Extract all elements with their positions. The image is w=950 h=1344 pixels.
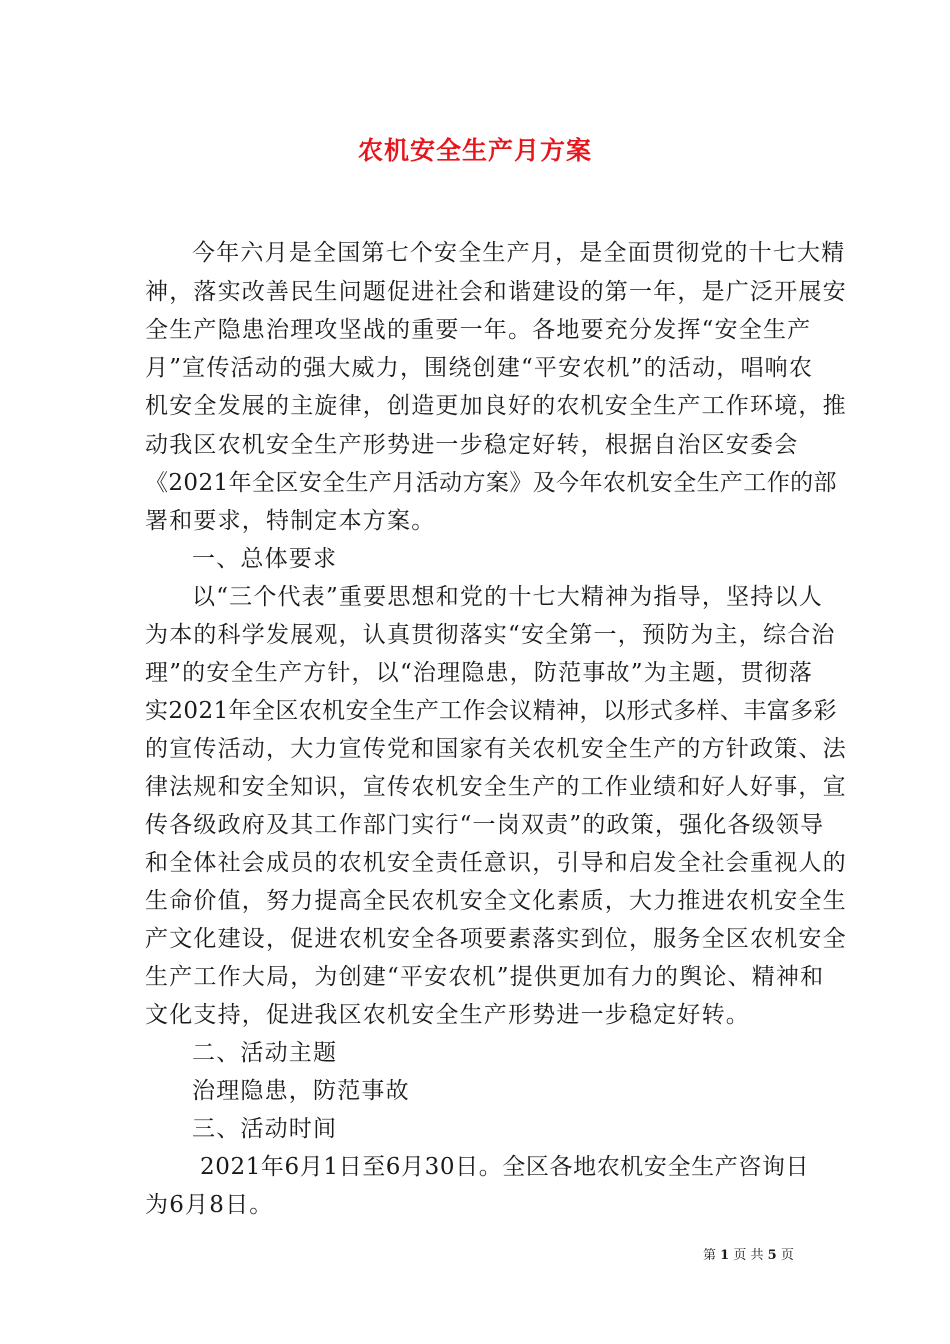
page-number bbox=[703, 1246, 794, 1266]
paragraph-line: 为6月8日。 bbox=[145, 1192, 274, 1218]
paragraph-line: 以“三个代表”重要思想和党的十七大精神为指导，坚持以人 bbox=[192, 584, 823, 610]
paragraph-line: 机安全发展的主旋律，创造更加良好的农机安全生产工作环境，推 bbox=[145, 393, 847, 419]
paragraph-line: 全生产隐患治理攻坚战的重要一年。各地要充分发挥“安全生产 bbox=[145, 317, 812, 343]
paragraph-line: 的宣传活动，大力宣传党和国家有关农机安全生产的方针政策、法 bbox=[145, 736, 847, 762]
paragraph-line: 《2021年全区安全生产月活动方案》及今年农机安全生产工作的部 bbox=[145, 470, 837, 496]
paragraph-line: 署和要求，特制定本方案。 bbox=[145, 508, 436, 534]
paragraph-line: 2021年6月1日至6月30日。全区各地农机安全生产咨询日 bbox=[200, 1154, 810, 1180]
paragraph-line: 今年六月是全国第七个安全生产月，是全面贯彻党的十七大精 bbox=[192, 240, 846, 266]
section-heading: 二、活动主题 bbox=[192, 1040, 338, 1066]
paragraph-line: 产文化建设，促进农机安全各项要素落实到位，服务全区农机安全 bbox=[145, 926, 847, 952]
paragraph-line: 实2021年全区农机安全生产工作会议精神，以形式多样、丰富多彩 bbox=[145, 698, 837, 724]
paragraph-line: 神，落实改善民生问题促进社会和谐建设的第一年，是广泛开展安 bbox=[145, 279, 847, 305]
paragraph-line: 月”宣传活动的强大威力，围绕创建“平安农机”的活动，唱响农 bbox=[145, 355, 814, 381]
activity-theme: 治理隐患，防范事故 bbox=[192, 1078, 410, 1104]
total-pages: 5 bbox=[767, 1248, 777, 1263]
paragraph-line: 生命价值，努力提高全民农机安全文化素质，大力推进农机安全生 bbox=[145, 888, 847, 914]
document-title: 农机安全生产月方案 bbox=[357, 136, 592, 165]
page-suffix: 页 bbox=[780, 1248, 794, 1263]
paragraph-line: 传各级政府及其工作部门实行“一岗双责”的政策，强化各级领导 bbox=[145, 812, 825, 838]
section-heading: 三、活动时间 bbox=[192, 1116, 338, 1142]
page-prefix: 第 bbox=[703, 1248, 717, 1263]
paragraph-line: 生产工作大局，为创建“平安农机”提供更加有力的舆论、精神和 bbox=[145, 964, 825, 990]
section-heading: 一、总体要求 bbox=[192, 546, 338, 572]
paragraph-line: 理”的安全生产方针，以“治理隐患，防范事故”为主题，贯彻落 bbox=[145, 660, 814, 686]
paragraph-line: 文化支持，促进我区农机安全生产形势进一步稳定好转。 bbox=[145, 1002, 750, 1028]
paragraph-line: 为本的科学发展观，认真贯彻落实“安全第一，预防为主，综合治 bbox=[145, 622, 836, 648]
paragraph-line: 动我区农机安全生产形势进一步稳定好转，根据自治区安委会 bbox=[145, 432, 799, 458]
paragraph-line: 和全体社会成员的农机安全责任意识，引导和启发全社会重视人的 bbox=[145, 850, 847, 876]
page-middle: 页 共 bbox=[733, 1248, 764, 1263]
current-page: 1 bbox=[720, 1248, 730, 1263]
paragraph-line: 律法规和安全知识，宣传农机安全生产的工作业绩和好人好事，宣 bbox=[145, 774, 847, 800]
